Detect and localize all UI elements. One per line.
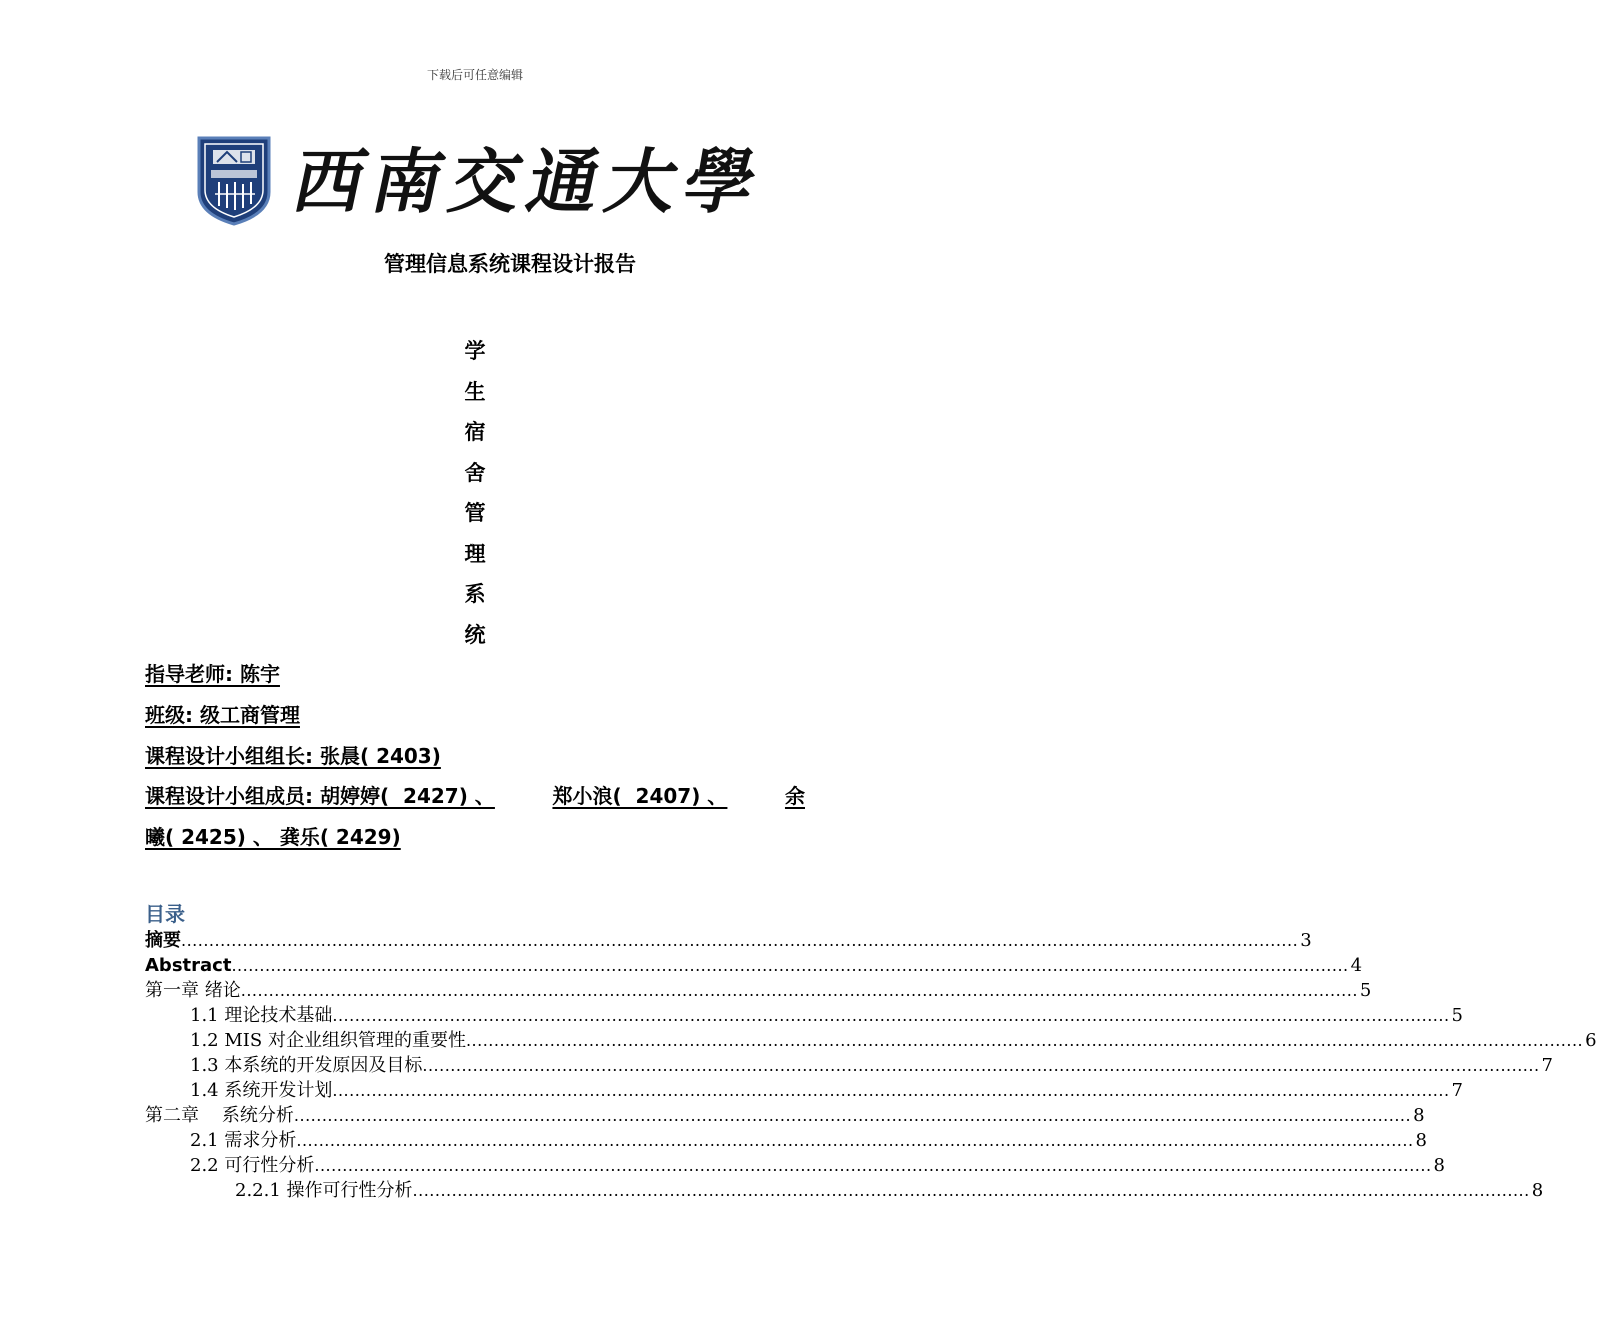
university-name-calligraphy [286,134,764,230]
leader-text: 课程设计小组组长: 张晨( 2403) [145,744,441,768]
class-text: 班级: 级工商管理 [145,703,300,727]
university-char: 西 [286,140,374,223]
members-line-1 [145,780,805,809]
toc-dot-leader: ........................................................................................................................................................................................................ [422,1056,1540,1075]
project-title-char: 系 [464,582,486,606]
members-line-2 [145,821,805,850]
toc-entry-page: 8 [1413,1105,1425,1126]
toc-entry[interactable] [145,1178,1544,1203]
toc-entry-label: 1.2 MIS 对企业组织管理的重要性 [190,1030,466,1051]
members-text-part: 课程设计小组成员: 胡婷婷( 2427) 、 [145,784,495,808]
toc-entry-label: 2.2 可行性分析 [190,1155,315,1176]
toc-entry-page: 5 [1359,980,1372,1001]
university-char: 大 [598,140,686,223]
toc-entry-page: 7 [1451,1080,1463,1101]
toc-entry-label: 摘要 [145,930,181,951]
toc-entry-label: 2.1 需求分析 [190,1130,297,1151]
toc-heading: 目录 [145,902,185,926]
project-title-vertical [445,336,505,660]
toc-entry-page: 6 [1585,1030,1597,1051]
project-title-char: 管 [464,501,486,525]
toc-dot-leader: ........................................................................................................................................................................................................ [314,1156,1432,1175]
toc-dot-leader: ........................................................................................................................................................................................................ [332,1081,1450,1100]
project-title-char: 理 [464,541,486,566]
toc-entry-page: 5 [1451,1005,1463,1026]
toc-dot-leader: ........................................................................................................................................................................................................ [412,1181,1530,1200]
university-seal-logo [195,134,273,226]
toc-entry-page: 4 [1350,955,1363,976]
report-title: 管理信息系统课程设计报告 [384,252,636,276]
toc-entry[interactable] [145,953,1363,978]
toc-entry[interactable] [145,978,1372,1003]
toc-dot-leader: ........................................................................................................................................................................................................ [240,981,1358,1000]
toc-entry[interactable] [145,1028,1597,1053]
toc-entry-page: 8 [1433,1155,1445,1176]
project-title-char: 学 [464,339,486,363]
members-text-part: 郑小浪( 2407) 、 [552,784,728,808]
university-char: 通 [520,140,608,223]
members-text-part: 余 [784,784,805,808]
toc-entry[interactable] [145,1153,1445,1178]
university-banner [195,132,764,232]
project-title-char: 舍 [464,460,486,485]
toc-dot-leader: ........................................................................................................................................................................................................ [332,1006,1450,1025]
toc-entry-label: 2.2.1 操作可行性分析 [235,1180,413,1201]
toc-entry-page: 7 [1541,1055,1553,1076]
toc-entry[interactable] [145,928,1312,953]
toc-entry-label: 第一章 绪论 [145,980,241,1001]
toc-dot-leader: ........................................................................................................................................................................................................ [181,931,1299,950]
toc-entry-label: 1.1 理论技术基础 [190,1005,333,1026]
university-char: 南 [364,140,452,223]
table-of-contents [145,928,1597,1203]
class-line [145,699,805,728]
leader-line [145,740,805,769]
toc-entry[interactable] [145,1103,1425,1128]
toc-dot-leader: ........................................................................................................................................................................................................ [231,956,1349,975]
toc-entry-label: Abstract [145,955,232,976]
toc-entry[interactable] [145,1003,1463,1028]
toc-entry-label: 第二章 系统分析 [145,1105,294,1126]
toc-entry-label: 1.3 本系统的开发原因及目标 [190,1055,423,1076]
members-text: 曦( 2425) 、 龚乐( 2429) [145,825,401,849]
toc-dot-leader: ........................................................................................................................................................................................................ [296,1131,1414,1150]
toc-dot-leader: ........................................................................................................................................................................................................ [293,1106,1412,1125]
university-char: 學 [676,140,764,223]
toc-entry[interactable] [145,1053,1553,1078]
toc-entry-page: 3 [1300,930,1312,951]
advisor-line [145,658,805,687]
advisor-text: 指导老师: 陈宇 [145,662,280,686]
project-title-char: 统 [464,622,486,647]
toc-entry-label: 1.4 系统开发计划 [190,1080,333,1101]
toc-entry[interactable] [145,1128,1427,1153]
toc-dot-leader: ........................................................................................................................................................................................................ [465,1031,1584,1050]
toc-entry-page: 8 [1531,1180,1544,1201]
toc-entry-page: 8 [1415,1130,1427,1151]
project-title-char: 宿 [464,420,486,444]
header-note: 下载后可任意编辑 [426,68,523,82]
university-char: 交 [442,140,530,223]
toc-entry[interactable] [145,1078,1463,1103]
project-title-char: 生 [464,379,486,404]
